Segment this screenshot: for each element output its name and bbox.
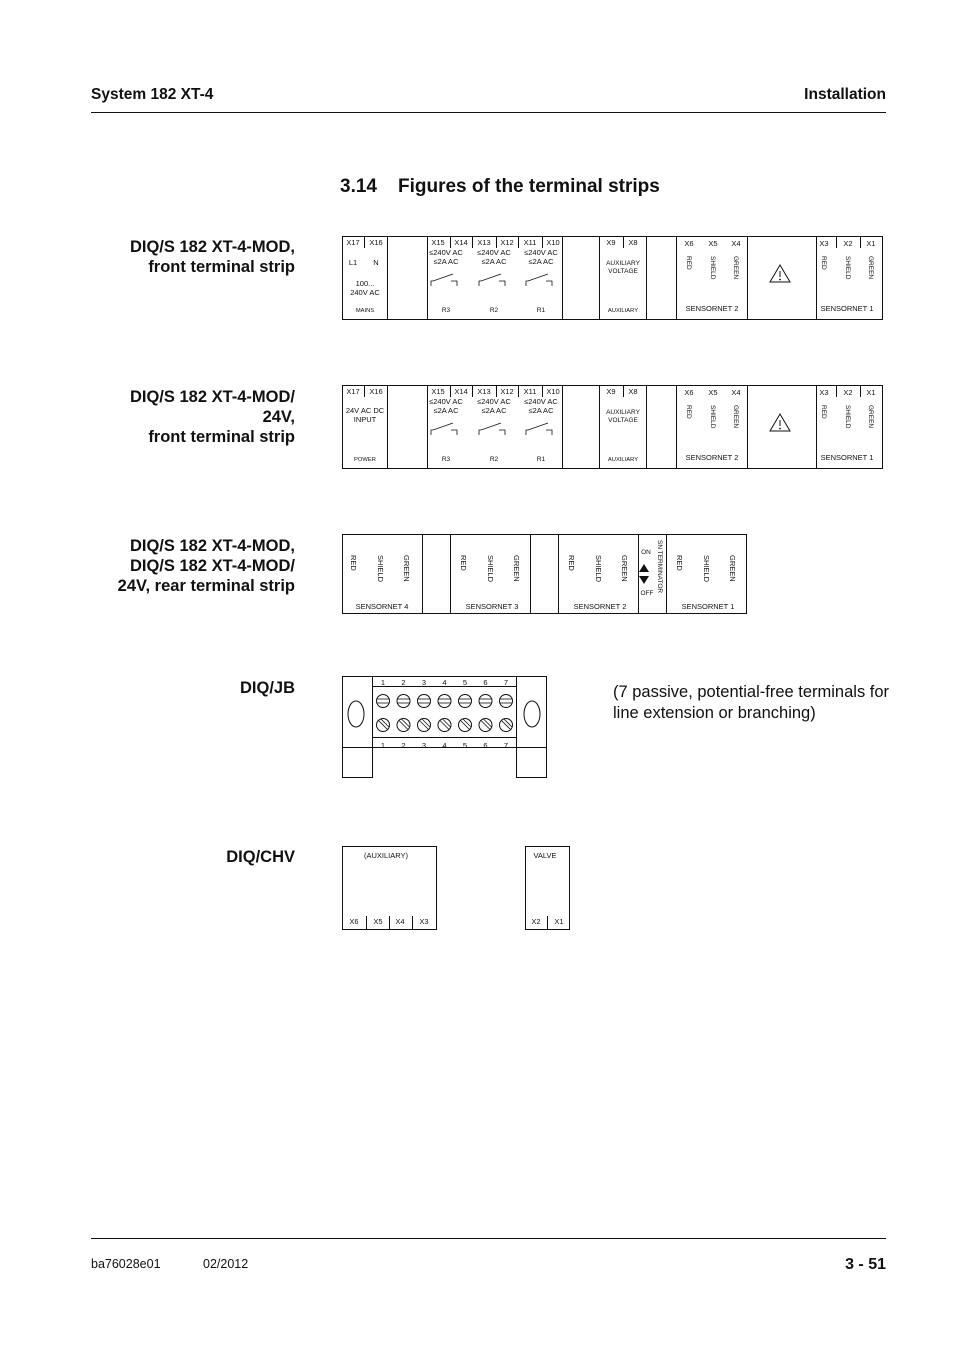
jb-note: (7 passive, potential-free terminals for line extension or branching) bbox=[613, 683, 890, 722]
screw-icon bbox=[459, 695, 472, 708]
sensornet-label: SENSORNET 1 bbox=[820, 304, 874, 313]
terminal-number: 4 bbox=[442, 678, 447, 687]
terminal-label: N bbox=[373, 258, 379, 267]
relay-contact-symbol bbox=[546, 430, 552, 435]
mounting-hole bbox=[348, 701, 364, 727]
terminal-number: X13 bbox=[477, 238, 491, 247]
fig2-label-line: front terminal strip bbox=[148, 428, 295, 446]
voltage-label: 240V AC bbox=[350, 288, 380, 297]
diagram-line bbox=[420, 721, 429, 730]
relay-contact-symbol bbox=[499, 281, 505, 286]
running-header-right: Installation bbox=[804, 86, 886, 103]
terminal-number: X9 bbox=[606, 238, 616, 247]
auxiliary-label: AUXILIARY bbox=[606, 409, 640, 416]
relay-rating: ≤240V AC bbox=[429, 397, 463, 406]
wire-color-label: GREEN bbox=[867, 405, 874, 429]
screw-icon bbox=[418, 695, 431, 708]
chv-terminal-diagram bbox=[342, 846, 572, 932]
sensornet-label: SENSORNET 2 bbox=[573, 602, 627, 611]
terminal-label: L1 bbox=[348, 258, 358, 267]
terminal-number: X11 bbox=[523, 238, 537, 247]
fig3-label-line: 24V, rear terminal strip bbox=[117, 577, 295, 595]
terminal-number: X12 bbox=[500, 238, 514, 247]
wire-color-label: SHIELD bbox=[376, 555, 385, 583]
fig2-label-line: DIQ/S 182 XT-4-MOD/ bbox=[129, 388, 295, 406]
wire-color-label: RED bbox=[685, 405, 692, 419]
document-date: 02/2012 bbox=[203, 1257, 249, 1271]
terminal-number: X4 bbox=[731, 239, 741, 248]
terminal-number: X3 bbox=[819, 388, 829, 397]
sensornet-label: SENSORNET 2 bbox=[685, 304, 739, 313]
fig2-label bbox=[130, 387, 295, 447]
diagram-line bbox=[461, 721, 470, 730]
document-id: ba76028e01 bbox=[91, 1257, 161, 1271]
warning-icon-dot bbox=[779, 428, 781, 430]
terminal-number: X6 bbox=[684, 388, 694, 397]
terminal-number: 1 bbox=[380, 678, 386, 687]
relay-rating: ≤2A AC bbox=[481, 257, 507, 266]
terminal-number: X2 bbox=[843, 388, 853, 397]
input-label: INPUT bbox=[353, 415, 377, 424]
terminal-number: X4 bbox=[731, 388, 741, 397]
relay-rating: ≤2A AC bbox=[481, 406, 507, 415]
fig2-label-line: 24V, bbox=[262, 408, 295, 426]
terminal-number: 2 bbox=[401, 741, 406, 750]
terminal-number: X5 bbox=[708, 239, 718, 248]
relay-rating: ≤240V AC bbox=[429, 248, 463, 257]
terminal-number: 6 bbox=[483, 741, 488, 750]
wire-color-label: SHIELD bbox=[702, 555, 711, 583]
wire-color-label: SHIELD bbox=[709, 256, 716, 280]
terminal-number: X11 bbox=[523, 387, 537, 396]
terminal-number: X9 bbox=[606, 387, 616, 396]
terminal-number: X2 bbox=[843, 239, 853, 248]
relay-contact-symbol bbox=[451, 430, 457, 435]
terminal-number: 7 bbox=[503, 741, 509, 750]
section-number: 3.14 bbox=[340, 176, 377, 197]
sensornet-label: SENSORNET 1 bbox=[820, 453, 874, 462]
terminal-number: X6 bbox=[349, 917, 359, 926]
wire-color-label: GREEN bbox=[732, 256, 739, 280]
terminal-number: X13 bbox=[477, 387, 491, 396]
relay-rating: ≤240V AC bbox=[524, 397, 558, 406]
footer-rule bbox=[91, 1238, 886, 1239]
relay-name: R1 bbox=[536, 307, 546, 314]
wire-color-label: RED bbox=[459, 555, 468, 571]
terminal-number: X6 bbox=[684, 239, 694, 248]
fig4-label: DIQ/JB bbox=[239, 679, 295, 697]
terminal-number: X8 bbox=[628, 387, 638, 396]
terminal-number: X2 bbox=[531, 917, 541, 926]
mounting-hole bbox=[524, 701, 540, 727]
terminal-number: 5 bbox=[462, 741, 468, 750]
voltage-label: 100... bbox=[355, 279, 375, 288]
terminal-number: X3 bbox=[819, 239, 829, 248]
wire-color-label: GREEN bbox=[728, 555, 737, 582]
terminal-number: 7 bbox=[503, 678, 509, 687]
relay-contact-symbol bbox=[479, 423, 501, 435]
terminal-number: 4 bbox=[442, 741, 447, 750]
terminal-number: X5 bbox=[708, 388, 718, 397]
fig1-label-line: front terminal strip bbox=[148, 258, 295, 276]
switch-arrow-up-icon bbox=[639, 564, 649, 572]
terminal-number: X12 bbox=[500, 387, 514, 396]
fig3-label-line: DIQ/S 182 XT-4-MOD/ bbox=[129, 557, 295, 575]
section-heading bbox=[340, 176, 660, 198]
rear-terminal-strip-diagram bbox=[342, 534, 748, 614]
wire-color-label: RED bbox=[820, 405, 827, 419]
terminal-number: 5 bbox=[462, 678, 468, 687]
terminal-number: 6 bbox=[483, 678, 488, 687]
terminal-number: X8 bbox=[628, 238, 638, 247]
relay-contact-symbol bbox=[499, 430, 505, 435]
terminal-number: X1 bbox=[554, 917, 564, 926]
terminal-number: X1 bbox=[866, 388, 876, 397]
relay-name: R3 bbox=[441, 307, 451, 314]
switch-off-label: OFF bbox=[640, 590, 654, 597]
sensornet-label: SENSORNET 2 bbox=[685, 453, 739, 462]
relay-rating: ≤240V AC bbox=[477, 248, 511, 257]
diagram-line bbox=[481, 721, 490, 730]
switch-on-label: ON bbox=[641, 549, 651, 556]
relay-rating: ≤2A AC bbox=[433, 406, 459, 415]
relay-contact-symbol bbox=[431, 274, 453, 286]
diagram-line bbox=[379, 721, 388, 730]
relay-contact-symbol bbox=[479, 274, 501, 286]
terminal-number: X14 bbox=[454, 238, 468, 247]
diagram-box bbox=[343, 748, 373, 778]
block-label: POWER bbox=[354, 457, 376, 463]
block-label: AUXILIARY bbox=[607, 457, 639, 463]
diagram-line bbox=[399, 721, 408, 730]
wire-color-label: GREEN bbox=[512, 555, 521, 582]
relay-rating: ≤2A AC bbox=[433, 257, 459, 266]
switch-arrow-down-icon bbox=[639, 576, 649, 584]
auxiliary-label: VOLTAGE bbox=[608, 268, 638, 275]
terminal-number: X10 bbox=[546, 387, 560, 396]
wire-color-label: SHIELD bbox=[486, 555, 495, 583]
relay-rating: ≤240V AC bbox=[524, 248, 558, 257]
diagram-box bbox=[517, 748, 547, 778]
terminal-number: X3 bbox=[419, 917, 429, 926]
wire-color-label: RED bbox=[567, 555, 576, 571]
wire-color-label: GREEN bbox=[867, 256, 874, 280]
running-header-left: System 182 XT-4 bbox=[91, 86, 214, 103]
sensornet-label: SENSORNET 3 bbox=[465, 602, 519, 611]
diagram-line bbox=[440, 721, 449, 730]
relay-contact-symbol bbox=[451, 281, 457, 286]
page-number: 3 - 51 bbox=[845, 1256, 886, 1273]
header-rule bbox=[91, 112, 886, 113]
relay-contact-symbol bbox=[431, 423, 453, 435]
wire-color-label: GREEN bbox=[620, 555, 629, 582]
diagram-line bbox=[502, 721, 511, 730]
terminator-label: SN TERMINATOR bbox=[656, 540, 663, 594]
wire-color-label: SHIELD bbox=[844, 256, 851, 280]
terminal-number: X5 bbox=[373, 917, 383, 926]
relay-name: R2 bbox=[489, 307, 499, 314]
relay-name: R1 bbox=[536, 456, 546, 463]
auxiliary-label: AUXILIARY bbox=[606, 260, 640, 267]
wire-color-label: GREEN bbox=[732, 405, 739, 429]
fig1-label bbox=[130, 237, 295, 277]
screw-icon bbox=[500, 695, 513, 708]
relay-rating: ≤2A AC bbox=[528, 406, 554, 415]
auxiliary-label: VOLTAGE bbox=[608, 417, 638, 424]
relay-name: R2 bbox=[489, 456, 499, 463]
relay-contact-symbol bbox=[526, 423, 548, 435]
input-label: 24V AC DC bbox=[345, 406, 385, 415]
terminal-number: X16 bbox=[369, 238, 383, 247]
diagram-box bbox=[343, 677, 547, 748]
terminal-number: X15 bbox=[431, 238, 445, 247]
relay-rating: ≤2A AC bbox=[528, 257, 554, 266]
terminal-number: X14 bbox=[454, 387, 468, 396]
screw-icon bbox=[479, 695, 492, 708]
sensornet-label: SENSORNET 4 bbox=[355, 602, 409, 611]
relay-contact-symbol bbox=[526, 274, 548, 286]
chv-valve-label: VALVE bbox=[533, 851, 557, 860]
terminal-number: X17 bbox=[346, 238, 360, 247]
fig3-label bbox=[118, 536, 295, 596]
terminal-number: 3 bbox=[421, 678, 427, 687]
fig3-label-line: DIQ/S 182 XT-4-MOD, bbox=[129, 537, 295, 555]
screw-icon bbox=[377, 695, 390, 708]
wire-color-label: SHIELD bbox=[844, 405, 851, 429]
block-label: AUXILIARY bbox=[607, 308, 639, 314]
screw-icon bbox=[438, 695, 451, 708]
wire-color-label: RED bbox=[685, 256, 692, 270]
wire-color-label: RED bbox=[820, 256, 827, 270]
terminal-number: X1 bbox=[866, 239, 876, 248]
terminal-number: 3 bbox=[421, 741, 427, 750]
terminal-number: X17 bbox=[346, 387, 360, 396]
terminal-number: X15 bbox=[431, 387, 445, 396]
terminal-number: X10 bbox=[546, 238, 560, 247]
terminal-number: 2 bbox=[401, 678, 406, 687]
terminal-number: X4 bbox=[395, 917, 405, 926]
relay-name: R3 bbox=[441, 456, 451, 463]
relay-contact-symbol bbox=[546, 281, 552, 286]
front-terminal-strip-24v-diagram bbox=[342, 385, 884, 469]
chv-auxiliary-label: (AUXILIARY) bbox=[363, 851, 409, 860]
fig5-label: DIQ/CHV bbox=[226, 848, 295, 866]
junction-box-diagram bbox=[342, 676, 548, 780]
wire-color-label: RED bbox=[349, 555, 358, 571]
fig1-label-line: DIQ/S 182 XT-4-MOD, bbox=[129, 238, 295, 256]
section-title: Figures of the terminal strips bbox=[398, 176, 660, 197]
block-label: MAINS bbox=[355, 308, 375, 314]
wire-color-label: GREEN bbox=[402, 555, 411, 582]
relay-rating: ≤240V AC bbox=[477, 397, 511, 406]
wire-color-label: SHIELD bbox=[709, 405, 716, 429]
wire-color-label: SHIELD bbox=[594, 555, 603, 583]
terminal-number: 1 bbox=[380, 741, 386, 750]
sensornet-label: SENSORNET 1 bbox=[681, 602, 735, 611]
front-terminal-strip-diagram bbox=[342, 236, 884, 320]
terminal-number: X16 bbox=[369, 387, 383, 396]
screw-icon bbox=[397, 695, 410, 708]
warning-icon-dot bbox=[779, 279, 781, 281]
wire-color-label: RED bbox=[675, 555, 684, 571]
